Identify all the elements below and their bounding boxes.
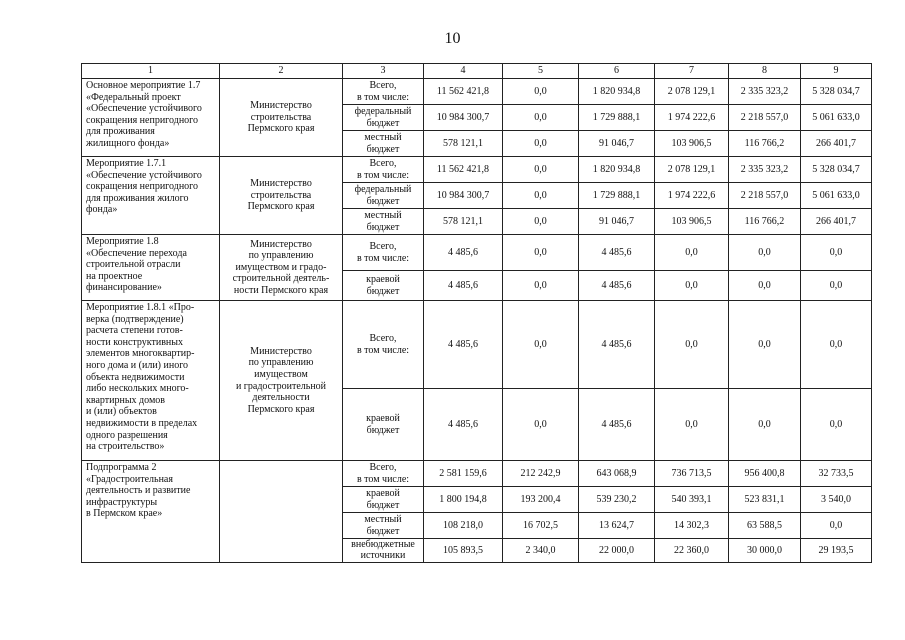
amount-cell: 736 713,5 [655,461,729,487]
amount-cell: 30 000,0 [729,539,801,563]
amount-cell: 116 766,2 [729,131,801,157]
amount-cell: 91 046,7 [579,209,655,235]
amount-cell: 32 733,5 [801,461,872,487]
column-header: 2 [220,64,343,79]
amount-cell: 266 401,7 [801,131,872,157]
amount-cell: 0,0 [801,301,872,389]
amount-cell: 105 893,5 [424,539,503,563]
funding-source-cell: местный бюджет [343,513,424,539]
amount-cell: 0,0 [655,389,729,461]
measure-name-cell: Мероприятие 1.8.1 «Про- верка (подтверждение) расчета степени готов- ности конструктивных элементов многоквартир- ного дома и (или) иного объекта недвижимости либо нескольких много- квартирных домов и (или) объектов недвижимости в пределах одного разрешения на строительство» [82,301,220,461]
amount-cell: 29 193,5 [801,539,872,563]
amount-cell: 91 046,7 [579,131,655,157]
column-header: 9 [801,64,872,79]
column-header: 1 [82,64,220,79]
amount-cell: 266 401,7 [801,209,872,235]
amount-cell: 539 230,2 [579,487,655,513]
amount-cell: 0,0 [503,105,579,131]
amount-cell: 0,0 [801,513,872,539]
amount-cell: 108 218,0 [424,513,503,539]
funding-source-cell: Всего, в том числе: [343,79,424,105]
executor-cell [220,461,343,563]
executor-cell: Министерство по управлению имуществом и градостроительной деятельности Пермского края [220,301,343,461]
amount-cell: 1 820 934,8 [579,79,655,105]
amount-cell: 212 242,9 [503,461,579,487]
amount-cell: 540 393,1 [655,487,729,513]
amount-cell: 2 218 557,0 [729,183,801,209]
amount-cell: 0,0 [729,235,801,271]
measure-name-cell: Подпрограмма 2 «Градостроительная деятельность и развитие инфраструктуры в Пермском крае» [82,461,220,563]
amount-cell: 0,0 [503,157,579,183]
column-header: 6 [579,64,655,79]
amount-cell: 116 766,2 [729,209,801,235]
amount-cell: 103 906,5 [655,209,729,235]
amount-cell: 4 485,6 [424,235,503,271]
executor-cell: Министерство строительства Пермского края [220,157,343,235]
amount-cell: 2 335 323,2 [729,79,801,105]
amount-cell: 10 984 300,7 [424,183,503,209]
amount-cell: 0,0 [729,301,801,389]
measure-name-cell: Мероприятие 1.8 «Обеспечение перехода строительной отрасли на проектное финансирование» [82,235,220,301]
funding-source-cell: краевой бюджет [343,487,424,513]
amount-cell: 193 200,4 [503,487,579,513]
amount-cell: 2 078 129,1 [655,157,729,183]
amount-cell: 3 540,0 [801,487,872,513]
budget-table [81,63,872,563]
page-number: 10 [444,30,461,47]
amount-cell: 1 974 222,6 [655,105,729,131]
amount-cell: 5 328 034,7 [801,157,872,183]
amount-cell: 0,0 [801,389,872,461]
table-row [82,235,872,271]
amount-cell: 5 328 034,7 [801,79,872,105]
amount-cell: 1 729 888,1 [579,183,655,209]
amount-cell: 523 831,1 [729,487,801,513]
amount-cell: 0,0 [503,79,579,105]
amount-cell: 2 335 323,2 [729,157,801,183]
budget-table-container [81,63,872,563]
table-row [82,157,872,183]
funding-source-cell: местный бюджет [343,209,424,235]
table-row [82,461,872,487]
amount-cell: 4 485,6 [424,271,503,301]
amount-cell: 13 624,7 [579,513,655,539]
funding-source-cell: Всего, в том числе: [343,301,424,389]
column-header: 5 [503,64,579,79]
measure-name-cell: Мероприятие 1.7.1 «Обеспечение устойчивого сокращения непригодного для проживания жилого фонда» [82,157,220,235]
table-row [82,301,872,389]
amount-cell: 0,0 [503,183,579,209]
amount-cell: 0,0 [503,209,579,235]
amount-cell: 16 702,5 [503,513,579,539]
amount-cell: 578 121,1 [424,131,503,157]
funding-source-cell: федеральный бюджет [343,183,424,209]
amount-cell: 5 061 633,0 [801,105,872,131]
amount-cell: 0,0 [503,131,579,157]
funding-source-cell: краевой бюджет [343,271,424,301]
funding-source-cell: местный бюджет [343,131,424,157]
funding-source-cell: внебюджетные источники [343,539,424,563]
amount-cell: 11 562 421,8 [424,157,503,183]
column-header: 8 [729,64,801,79]
amount-cell: 0,0 [655,271,729,301]
executor-cell: Министерство строительства Пермского края [220,79,343,157]
amount-cell: 0,0 [503,235,579,271]
funding-source-cell: федеральный бюджет [343,105,424,131]
column-header: 7 [655,64,729,79]
amount-cell: 643 068,9 [579,461,655,487]
amount-cell: 1 974 222,6 [655,183,729,209]
amount-cell: 4 485,6 [424,389,503,461]
amount-cell: 1 820 934,8 [579,157,655,183]
amount-cell: 4 485,6 [579,301,655,389]
funding-source-cell: Всего, в том числе: [343,235,424,271]
amount-cell: 2 581 159,6 [424,461,503,487]
amount-cell: 956 400,8 [729,461,801,487]
amount-cell: 0,0 [801,235,872,271]
funding-source-cell: Всего, в том числе: [343,461,424,487]
amount-cell: 10 984 300,7 [424,105,503,131]
amount-cell: 22 000,0 [579,539,655,563]
amount-cell: 0,0 [655,235,729,271]
funding-source-cell: Всего, в том числе: [343,157,424,183]
amount-cell: 1 800 194,8 [424,487,503,513]
amount-cell: 22 360,0 [655,539,729,563]
amount-cell: 4 485,6 [424,301,503,389]
amount-cell: 14 302,3 [655,513,729,539]
measure-name-cell: Основное мероприятие 1.7 «Федеральный проект «Обеспечение устойчивого сокращения непригодного для проживания жилищного фонда» [82,79,220,157]
amount-cell: 4 485,6 [579,389,655,461]
amount-cell: 0,0 [655,301,729,389]
amount-cell: 5 061 633,0 [801,183,872,209]
column-header: 3 [343,64,424,79]
amount-cell: 0,0 [503,301,579,389]
amount-cell: 0,0 [729,389,801,461]
amount-cell: 63 588,5 [729,513,801,539]
amount-cell: 4 485,6 [579,235,655,271]
amount-cell: 578 121,1 [424,209,503,235]
amount-cell: 103 906,5 [655,131,729,157]
funding-source-cell: краевой бюджет [343,389,424,461]
amount-cell: 0,0 [503,271,579,301]
column-header: 4 [424,64,503,79]
amount-cell: 2 078 129,1 [655,79,729,105]
amount-cell: 1 729 888,1 [579,105,655,131]
amount-cell: 4 485,6 [579,271,655,301]
amount-cell: 0,0 [503,389,579,461]
amount-cell: 2 218 557,0 [729,105,801,131]
amount-cell: 2 340,0 [503,539,579,563]
executor-cell: Министерство по управлению имуществом и градо- строительной деятель- ности Пермского края [220,235,343,301]
amount-cell: 0,0 [801,271,872,301]
column-header-row [82,64,872,79]
amount-cell: 11 562 421,8 [424,79,503,105]
table-row [82,79,872,105]
amount-cell: 0,0 [729,271,801,301]
